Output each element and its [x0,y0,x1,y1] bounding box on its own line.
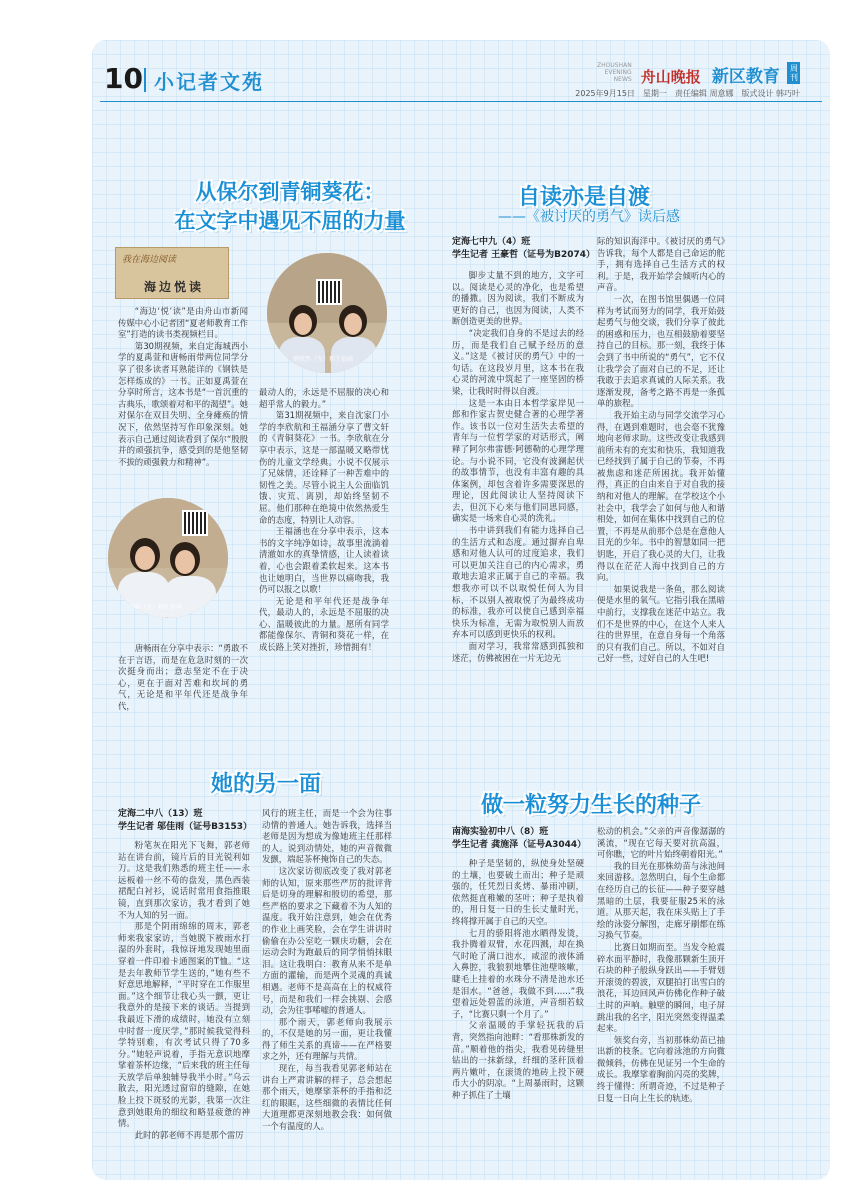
paragraph: 风行的班主任，而是一个会为往事动情的普通人。她告诉我，选择当老师是因为想成为像她班主任那样的人。说到动情处，她的声音微微发颤，端起茶杯掩饰自己的失态。 [262,808,392,865]
masthead [586,62,800,87]
paragraph: 种子是坚韧的，纵使身处坚硬的土壤，也要破土而出；种子是顽强的，任凭烈日炙烤、暴雨冲刷，依然挺直稚嫩的茎叶；种子是执着的，用日复一日的生长丈量时光，终将撑开属于自己的天空。 [452,858,584,926]
paragraph: “决定我们自身的不是过去的经历，而是我们自己赋予经历的意义。”这是《被讨厌的勇气》中的一句话。在这段岁月里，这本书在我心灵的河流中筑起了一座坚固的桥梁，让我时时得以自渡。 [452,327,584,396]
qr-code-icon [316,279,342,305]
article1-body-left [118,306,248,468]
article1-title [140,178,440,236]
header-divider [144,68,146,92]
banner-script-text: 我在海边阅读 [122,255,177,265]
qr-code-icon [182,510,208,536]
article3-title: 她的另一面 [210,772,321,797]
paragraph: 王福涵也在分享中表示，这本书的文字纯净如诗，故事里流淌着清澈如水的真挚情感，让人读着读着，心也会跟着柔软起来。这本书也让她明白，当世界以痛吻我，我仍可以报之以歌！ [259,526,389,595]
paragraph: 那是个阴雨绵绵的周末，郭老师来我家家访，当她脱下被雨水打湿的外套时，我惊讶地发现她里面穿着一件印着卡通图案的T恤。“这是去年教师节学生送的，”她有些不好意思地解释，“平时穿在工作服里面。”这个细节让我心头一颤，更让我意外的是接下来的谈话。当提到我最近下滑的成绩时，她没有立刻中时督一度厌学，”那时候我觉得科学特别难，有次考试只得了70多分。”她轻声说着，手指无意识地摩挲着茶杯边缘，“后来我的班主任每天放学后单独辅导我半小时。”乌云散去，阳光透过窗帘的缝隙，在她脸上投下斑驳的光影，我第一次注意到她眼角的细纹和略显疲惫的神情。 [118,921,250,1129]
page-number: 10 [104,62,143,95]
paragraph: 唐畅雨在分享中表示：“勇敢不在于言语，而是在危急时刻的一次次挺身而出；意志坚定不在于决心，更在于面对苦难和坎坷的勇气，无论是和平年代还是战争年代， [118,643,249,711]
masthead-english: ZHOUSHAN EVENING NEWS [597,62,632,83]
photo-li-wang [267,253,387,373]
column-banner [115,247,229,299]
article2-body-col1 [452,270,584,664]
paragraph: 书中讲到我们有能力选择自己的生活方式和态度。通过摒弃自卑感和对他人认可的过度追求，我们可以更加关注自己的内心需求，勇敢地去追求正属于自己的幸福。我想我亦可以不以取悦任何人为目标，不以别人被取悦了为最终成功的标准，我亦可以使自己感到幸福快乐为标准，无需为取悦别人而放弃本可以感到更快乐的权利。 [452,525,584,640]
section-title: 小记者文苑 [154,70,264,94]
paragraph: 粉笔灰在阳光下飞舞，郭老师站在讲台前，镜片后的目光锐利如刀。这是我们熟悉的班主任——永远板着一丝不苟的盘发，黑色西装裙配白衬衫，说话时常用食指推眼镜，直到那次家访，我才看到了她不为人知的另一面。 [118,840,250,920]
article3-body-col2 [262,808,392,1133]
article1-title-line1: 从保尔到青铜葵花： [195,180,385,204]
reporter-school: 定海七中九（4）班 [452,237,531,247]
paragraph: 此时的郭老师不再是那个雷厉 [134,1129,244,1140]
article3-body-col1 [118,840,250,1141]
edition-name: 新区教育 [711,67,780,87]
reporter-school: 南海实验初中八（8）班 [452,827,549,837]
paragraph: “海边‘悦’读”是由舟山市新闻传媒中心小记者团“夏老师教育工作室”打造的读书类视频栏目。 [118,306,248,340]
paragraph: 比赛日如期而至。当发令枪震碎水面平静时，我像那颗新生顶开石块的种子般纵身跃出——手臂划开滚烫的碧波，双腿拍打出雪白的浪花，耳边回风声仿佛化作种子破土时的声响。触壁的瞬间，电子屏跳出我的名字，阳光突然变得温柔起来。 [597,941,725,1034]
paragraph: 际的知识海洋中。《被讨厌的勇气》告诉我，每个人都是自己命运的舵手，拥有选择自己生活方式的权利。于是，我开始学会倾听内心的声音。 [597,236,725,293]
article2-body-col2 [597,236,725,665]
reporter-name: 学生记者 王豪哲（证号为B2074） [452,250,596,260]
article2-subtitle: ——《被讨厌的勇气》读后感 [498,209,680,225]
paragraph: 第31期视频中，来自沈家门小学的李欣航和王福涵分享了曹文轩的《青铜葵花》一书。李欣航在分享中表示，这是一部温暖又略带忧伤的儿童文学经典。小说不仅展示了兄妹情，还诠释了一种苦难中的韧性之美。尽管小说主人公面临饥饿、灾荒、离别，却始终坚韧不屈。他们那种在绝境中依然热爱生命的态度，特别让人动容。 [259,410,389,525]
edition-tag: 周刊 [787,62,800,84]
paragraph: 松动的机会。”父亲的声音像潺潺的溪流，“现在它每天要对抗高温，可你瞧，它的叶片始终朝着阳光。” [597,826,725,860]
paragraph: 面对学习，我常常感到孤独和迷茫，仿佛被困在一片无边无 [452,641,584,663]
paragraph: 第30期视频，来自定海城西小学的夏禹萱和唐畅雨带两位同学分享了很多读者耳熟能详的《钢铁是怎样炼成的》一书。正如夏禹萱在分享时所言，这本书是“一首沉重的古典乐，歌颂着对和平的渴望”。她对保尔在双目失明、全身瘫痪的情况下，依然坚持写作印象深刻。她表示自己通过阅读看到了保尔“殷殷并的顽强抗争，感受到的是他坚韧不拔的顽强毅力和精神”。 [118,340,248,467]
dateline: 2025年9月15日 星期一 责任编辑 周意娜 版式设计 韩巧叶 [575,89,800,98]
paragraph: 无论是和平年代还是战争年代，最动人的，永远是不屈服的决心、温暖彼此的力量。愿所有同学都能像保尔、青铜和葵花一样，在成长路上笑对挫折，珍惜拥有！ [259,595,389,653]
paragraph: 那个雨天，郭老师向我展示的，不仅是她的另一面，更让我懂得了师生关系的真谛——在严格要求之外，还有理解与共情。 [262,1016,392,1062]
reporter-name: 学生记者 邬佳雨（证号B3153） [118,822,253,832]
header-rule [100,101,822,102]
reporter-school: 定海二中八（13）班 [118,809,203,819]
page-header [100,62,820,102]
article2-title: 自读亦是自渡 [517,185,650,210]
paragraph: 七月的骄阳将池水晒得发烫，我扑腾着双臂，水花四溅，却在换气时呛了满口池水，咸涩的液体涌入鼻腔，我狼狈地攀住池壁咳嗽，睫毛上挂着的水珠分不清是池水还是泪水。“爸爸，我做不到……”我望着远处碧蓝的泳道，声音细若蚊子，“比赛只剩一个月了。” [452,927,584,1019]
article4-body-col2 [597,826,725,1104]
article3-byline [118,808,252,834]
paragraph: 父亲温暖的手掌轻抚我的后背，突然指向池畔：“看那株新发的苗。”顺着他的指尖，我看见砖缝里钻出的一抹新绿，纤细的茎秆顶着两片嫩叶，在滚烫的地砖上投下硬币大小的阴凉。“上周暴雨时，这颗种子抓住了土壤 [452,1020,584,1100]
paper-name: 舟山晚报 [640,68,701,86]
paragraph: 这次家访彻底改变了我对郭老师的认知，原来那些严厉的批评背后是切身的理解和殷切的希望，那些严格的要求之下藏着不为人知的温度。我开始注意到，她会在优秀的作业上画笑脸，会在学生讲讲时偷偷在办公室吃一颗庆功糖，会在运动会时为跑最后的同学悄悄抹眼泪。这让我明白：教育从来不是单方面的灌输，而是两个灵魂的真诚相遇。老师不是高高在上的权威符号，而是和我们一样会挑剔、会感动，会为往事唏嘘的普通人。 [262,865,392,1016]
paragraph: 最动人的，永远是不屈服的决心和超乎常人的毅力。” [259,387,389,409]
photo-caption: 薛欣然（左）和王福涵 [293,356,354,363]
paragraph: 领奖台旁，当初那株幼苗已抽出新的枝条。它向着泳池的方向微微倾斜，仿佛在见证另一个生命的成长。我摩挲着胸前闪亮的奖牌，终于懂得：所谓奇迹，不过是种子日复一日向上生长的轨迹。 [597,1034,725,1103]
paragraph: 现在，每当我看见郭老师站在讲台上严肃讲解的样子，总会想起那个雨天，她摩挲茶杯的手指和泛红的眼眶，这些细微的表情比任何大道理都更深刻地教会我：如何做一个有温度的人。 [262,1063,392,1132]
paragraph: 一次，在图书馆里偶遇一位同样为考试而努力的同学，我开始鼓起勇气与他交谈，我们分享了彼此的困惑和压力，也互相鼓励着要坚持自己的目标。那一刻，我终于体会到了书中所说的“勇气”，它不仅让我学会了面对自己的不足，还让我敢于去追求真诚的人际关系。我逐渐发现，备考之路不再是一条孤单的旅程。 [597,293,725,409]
photo-tang-ye [108,498,228,618]
paragraph: 我开始主动与同学交流学习心得，在遇到难题时，也会毫不犹豫地向老师求助。这些改变让我感到前所未有的充实和快乐，我知道我已经找到了属于自己的节奏，不再被焦虑和迷茫所困扰。我开始懂得，真正的自由来自于对自我的接纳和对他人的理解。在学校这个小社会中，我学会了如何与他人和谐相处，如何在集体中找到自己的位置，不再是从前那个总是在意他人目光的少年。书中的智慧如同一把钥匙，开启了我心灵的大门，让我得以在茫茫人海中找到自己的方向。 [597,409,725,583]
reporter-name: 学生记者 龚施泽（证号A3044） [452,840,587,850]
article4-title: 做一粒努力生长的种子 [480,793,701,818]
article1-body-right [259,387,389,654]
paragraph: 我的目光在那株幼苗与泳池间来回游移。忽然明白，每个生命都在经历自己的长征——种子要穿越黑暗的土层，我要征服25米的泳道。从那天起，我在床头贴上了手绘的泳姿分解图，走廊牙刷都在练习换气节奏。 [597,860,725,941]
article1-title-line2: 在文字中遇见不屈的力量 [174,209,406,233]
article4-body-col1 [452,858,584,1101]
photo-caption: 唐畅雨（左）和叶新苒 [122,604,183,611]
paragraph: 这是一本由日本哲学家岸见一郎和作家古贺史健合著的心理学著作。该书以一位对生活失去希望的青年与一位哲学家的对话形式，阐释了阿尔弗雷德·阿德勒的心理学理论。与小说不同，它没有波澜起伏的故事情节，也没有丰富有趣的具体案例，却包含着许多需要深思的理论，因此阅读让人坚持阅读下去，但沉下心来与他们同思同感，确实是一场来自心灵的洗礼。 [452,397,584,524]
article2-byline [452,236,595,262]
article1-body-left2 [118,643,248,713]
paragraph: 脚步丈量不到的地方，文字可以。阅读是心灵的净化，也是希望的播撒。因为阅读，我们不断成为更好的自己，也因为阅读，人类不断创造更美的世界。 [452,270,584,327]
paragraph: 如果说我是一条鱼，那么阅读便是水里的氧气。它指引我在黑暗中前行，支撑我在迷茫中站立。我们不是世界的中心，在这个人来人往的世界里，在意自身每一个角落的只有我们自己。所以，不如对自己好一些，过好自己的人生吧! [597,583,725,664]
article4-byline [452,826,586,852]
banner-title: 海边悦读 [144,280,205,294]
